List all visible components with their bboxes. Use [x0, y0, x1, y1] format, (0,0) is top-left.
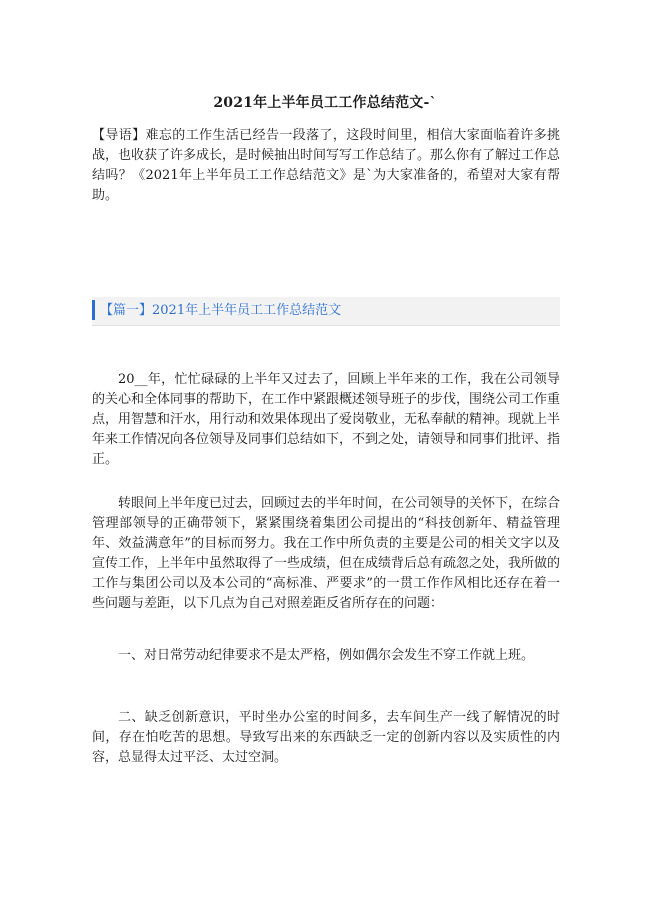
body-paragraph-2: 转眼间上半年度已过去，回顾过去的半年时间，在公司领导的关怀下，在综合管理部领导的正确带领下，紧紧围绕着集团公司提出的“科技创新年、精益管理年、效益满意年”的目标而努力。我在工作中所负责的主要是公司的相关文字以及宣传工作，上半年中虽然取得了一些成绩，但在成绩背后总有疏忽之处，我所做的工作与集团公司以及本公司的“高标准、严要求”的一贯工作作风相比还存在着一些问题与差距，以下几点为自己对照差距反省所存在的问题：	[92, 496, 561, 611]
document-title: 2021年上半年员工工作总结范文-`	[213, 95, 437, 111]
body-paragraph-3: 一、对日常劳动纪律要求不是太严格，例如偶尔会发生不穿工作就上班。	[118, 648, 535, 663]
lead-paragraph: 【导语】难忘的工作生活已经告一段落了，这段时间里，相信大家面临着许多挑战，也收获了许多成长，是时候抽出时间写写工作总结了。那么你有了解过工作总结吗？《2021年上半年员工工作总结范文》是`为大家准备的，希望对大家有帮助。	[92, 128, 561, 203]
section-heading: 【篇一】2021年上半年员工工作总结范文	[100, 303, 342, 318]
body-paragraph-1: 20__年，忙忙碌碌的上半年又过去了，回顾上半年来的工作，我在公司领导的关心和全体同事的帮助下，在工作中紧跟概述领导班子的步伐，围绕公司工作重点，用智慧和汗水，用行动和效果体现出了爱岗敬业，无私奉献的精神。现就上半年来工作情况向各位领导及同事们总结如下，不到之处，请领导和同事们批评、指正。	[92, 372, 561, 467]
section-heading-bar	[92, 297, 560, 326]
body-paragraph-4: 二、缺乏创新意识，平时坐办公室的时间多，去车间生产一线了解情况的时间，存在怕吃苦的思想。导致写出来的东西缺乏一定的创新内容以及实质性的内容，总显得太过平泛、太过空洞。	[92, 710, 560, 765]
section-accent-bar	[92, 300, 95, 320]
